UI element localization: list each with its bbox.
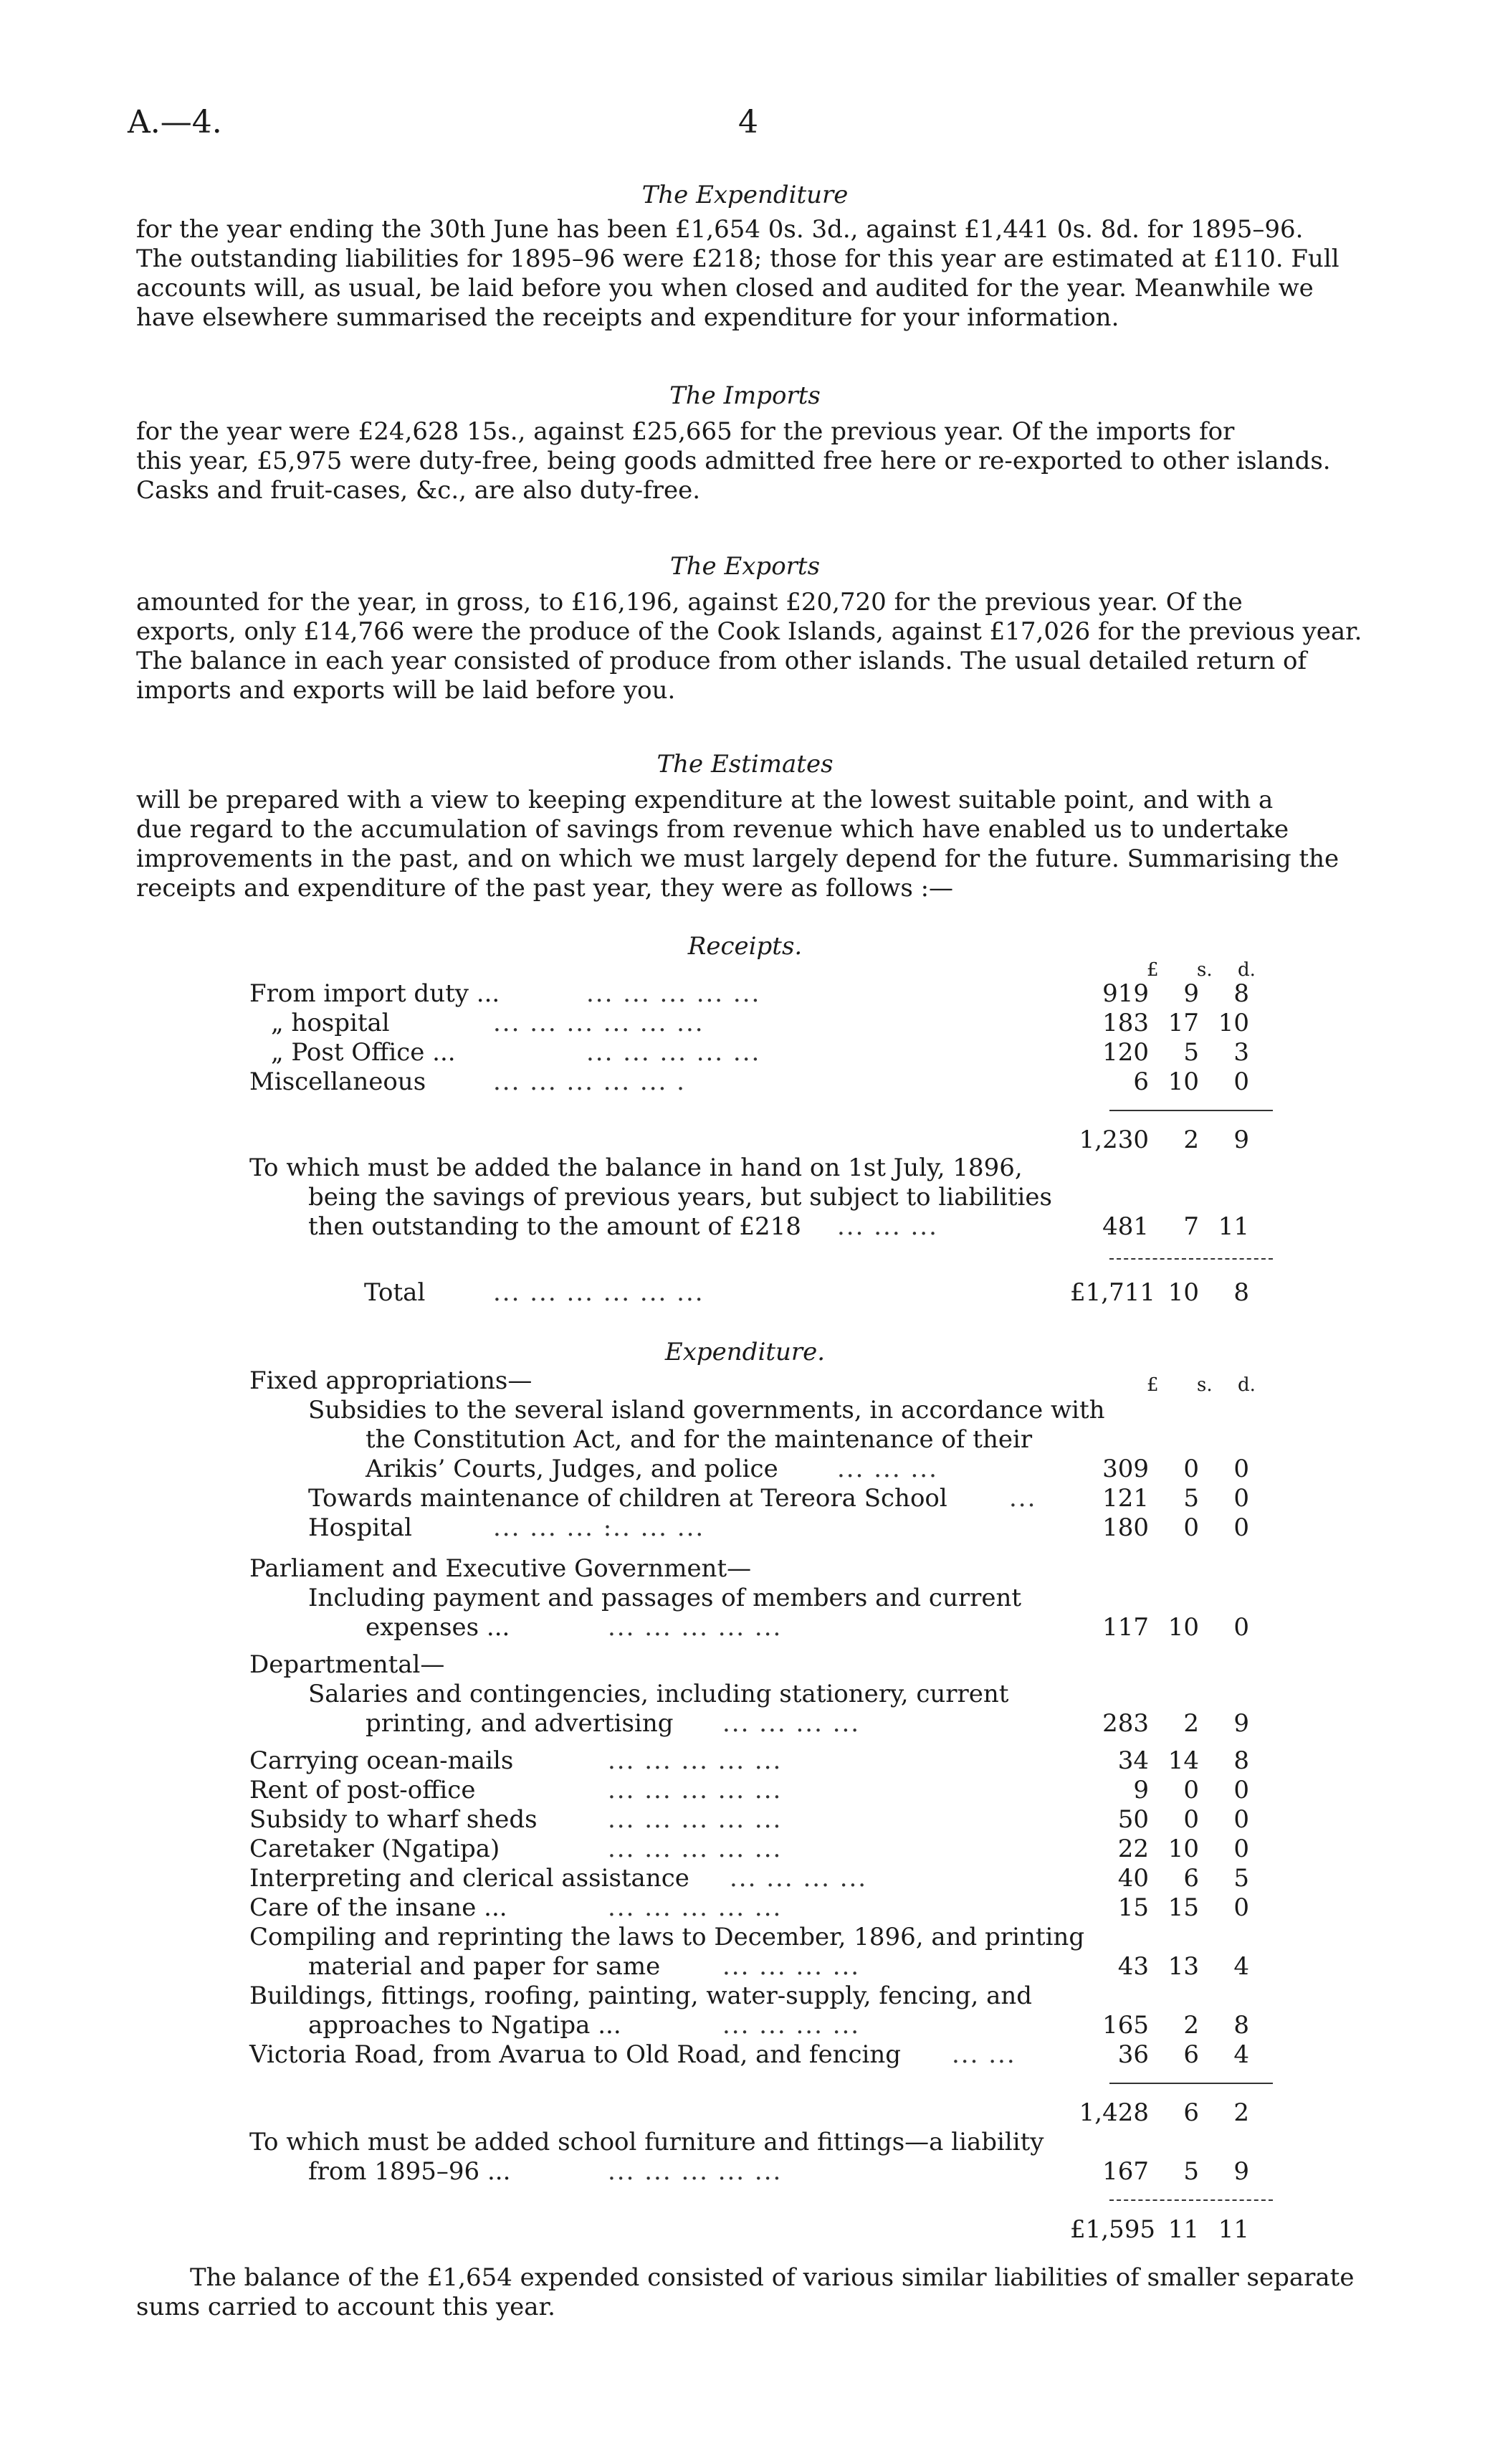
amount-pence: 0 (1233, 1776, 1249, 1804)
departmental-title: Departmental— (249, 1650, 445, 1679)
amount-pence: 0 (1233, 1835, 1249, 1863)
amount-pence: 0 (1233, 1613, 1249, 1642)
receipts-row (249, 1038, 1267, 1067)
amount-shillings: 14 (1167, 1746, 1199, 1775)
hospital-label: Hospital (308, 1513, 413, 1542)
amount-pounds: 919 (1102, 979, 1149, 1008)
receipts-row-label: From import duty ... (249, 979, 500, 1008)
amount-pence: 8 (1233, 2011, 1249, 2040)
receipts-total-row (249, 1278, 1267, 1308)
amount-shillings: 0 (1183, 1455, 1199, 1483)
parliament-line-1: Including payment and passages of members and current (308, 1584, 1022, 1612)
amount-pounds: 117 (1102, 1613, 1149, 1642)
amount-pounds: 165 (1102, 2011, 1149, 2040)
amount-pence: 5 (1233, 1864, 1249, 1893)
balance-line-2: being the savings of previous years, but subject to liabilities (308, 1183, 1052, 1212)
amount-pounds: 309 (1102, 1455, 1149, 1483)
imports-line-3: Casks and fruit-cases, &c., are also duty-free. (136, 476, 700, 505)
item-label: Rent of post-office (249, 1776, 476, 1804)
leader-dots: ... ... ... ... ... (608, 1776, 783, 1804)
buildings-line-1: Buildings, fittings, roofing, painting, water-supply, fencing, and (249, 1982, 1033, 2010)
amount-pounds: 40 (1117, 1864, 1149, 1893)
salaries-line-1: Salaries and contingencies, including stationery, current (308, 1680, 1009, 1708)
amount-pence: 0 (1233, 1455, 1249, 1483)
imports-heading: The Imports (669, 381, 821, 410)
leader-dots: ... ... ... ... ... (608, 1746, 783, 1775)
amount-pence: 0 (1233, 1484, 1249, 1513)
salaries-line-2: printing, and advertising (366, 1709, 674, 1738)
amount-shillings: 10 (1167, 1613, 1199, 1642)
school-row (249, 2157, 1267, 2187)
amount-pounds: 43 (1117, 1952, 1149, 1981)
amount-pounds: 180 (1102, 1513, 1149, 1542)
expenditure-item-row (249, 1835, 1267, 1864)
document-reference: A.—4. (128, 104, 222, 141)
receipts-row (249, 1009, 1267, 1038)
amount-shillings: 0 (1183, 1776, 1199, 1804)
expenditure-item-row (249, 1776, 1267, 1805)
compiling-row (249, 1952, 1267, 1982)
amount-pence: 4 (1233, 1952, 1249, 1981)
amount-pounds: 50 (1117, 1805, 1149, 1834)
amount-shillings: 6 (1183, 2040, 1199, 2069)
amount-pence: 10 (1218, 1009, 1249, 1037)
total-rule (1109, 2199, 1273, 2201)
page-number: 4 (738, 104, 758, 141)
amount-pounds: 34 (1117, 1746, 1149, 1775)
amount-pounds: 15 (1117, 1893, 1149, 1922)
expenditure-item-row (249, 1864, 1267, 1893)
leader-dots: ... ... ... ... ... (608, 1613, 783, 1642)
amount-shillings: 5 (1183, 1038, 1199, 1067)
amount-pounds: 121 (1102, 1484, 1149, 1513)
estimates-heading: The Estimates (656, 750, 834, 779)
amount-shillings: 2 (1183, 1126, 1199, 1154)
amount-pounds: 22 (1117, 1835, 1149, 1863)
amount-pence: 0 (1233, 1067, 1249, 1096)
item-label: Care of the insane ... (249, 1893, 507, 1922)
subtotal-rule (1109, 1110, 1273, 1111)
receipts-shillings-header: s. (1197, 959, 1213, 981)
victoria-road-row (249, 2040, 1267, 2070)
expenditure-line-3: accounts will, as usual, be laid before you when closed and audited for the year. Meanwhile we (136, 274, 1314, 303)
receipts-row-label: „ hospital (271, 1009, 390, 1037)
expenditure-subtotal-row (249, 2098, 1267, 2128)
estimates-line-3: improvements in the past, and on which we must largely depend for the future. Summarising the (136, 845, 1339, 873)
children-label: Towards maintenance of children at Tereora School (308, 1484, 947, 1513)
estimates-line-1: will be prepared with a view to keeping expenditure at the lowest suitable point, and with a (136, 786, 1274, 814)
parliament-title: Parliament and Executive Government— (249, 1554, 752, 1583)
amount-shillings: 10 (1167, 1067, 1199, 1096)
balance-line-3: then outstanding to the amount of £218 (308, 1212, 801, 1241)
balance-row (249, 1212, 1267, 1242)
exports-line-3: The balance in each year consisted of produce from other islands. The usual detailed return of (136, 647, 1307, 675)
amount-shillings: 9 (1183, 979, 1199, 1008)
closing-line-2: sums carried to account this year. (136, 2293, 555, 2321)
amount-pence: 11 (1218, 1212, 1249, 1241)
victoria-road-label: Victoria Road, from Avarua to Old Road, and fencing (249, 2040, 902, 2069)
receipts-heading: Receipts. (687, 932, 803, 961)
expenditure-table-heading: Expenditure. (664, 1338, 826, 1366)
expenditure-shillings-header: s. (1197, 1374, 1213, 1396)
compiling-line-1: Compiling and reprinting the laws to December, 1896, and printing (249, 1923, 1085, 1951)
amount-shillings: 17 (1167, 1009, 1199, 1037)
total-label: Total (364, 1278, 426, 1307)
amount-pounds: 120 (1102, 1038, 1149, 1067)
leader-dots: ... ... ... (837, 1212, 938, 1241)
amount-shillings: 10 (1167, 1278, 1199, 1307)
expenditure-line-4: have elsewhere summarised the receipts and expenditure for your information. (136, 303, 1119, 332)
leader-dots: ... ... ... :.. ... ... (493, 1513, 705, 1542)
closing-line-1: The balance of the £1,654 expended consisted of various similar liabilities of smaller separate (190, 2263, 1355, 2292)
subtotal-rule (1109, 2083, 1273, 2084)
amount-shillings: 7 (1183, 1212, 1199, 1241)
item-label: Interpreting and clerical assistance (249, 1864, 689, 1893)
leader-dots: ... ... ... (837, 1455, 938, 1483)
parliament-line-2: expenses ... (366, 1613, 510, 1642)
total-rule (1109, 1258, 1273, 1260)
item-label: Caretaker (Ngatipa) (249, 1835, 500, 1863)
amount-pence: 4 (1233, 2040, 1249, 2069)
buildings-row (249, 2011, 1267, 2040)
parliament-row (249, 1613, 1267, 1642)
school-line-2: from 1895–96 ... (308, 2157, 511, 2186)
amount-pounds: 183 (1102, 1009, 1149, 1037)
expenditure-heading: The Expenditure (641, 181, 849, 209)
imports-line-1: for the year were £24,628 15s., against £25,665 for the previous year. Of the imports for (136, 417, 1235, 446)
hospital-row (249, 1513, 1267, 1543)
expenditure-line-1: for the year ending the 30th June has been £1,654 0s. 3d., against £1,441 0s. 8d. for 1895–96. (136, 215, 1304, 244)
amount-pence: 9 (1233, 2157, 1249, 2186)
amount-shillings: 0 (1183, 1805, 1199, 1834)
imports-line-2: this year, £5,975 were duty-free, being goods admitted free here or re-exported to other islands. (136, 447, 1331, 475)
amount-pence: 2 (1233, 2098, 1249, 2127)
receipts-row-label: Miscellaneous (249, 1067, 426, 1096)
leader-dots: ... ... ... ... ... (608, 2157, 783, 2186)
amount-pounds: 9 (1133, 1776, 1149, 1804)
leader-dots: ... ... ... ... ... (608, 1893, 783, 1922)
leader-dots: ... ... ... ... ... . (493, 1067, 686, 1096)
amount-pence: 9 (1233, 1126, 1249, 1154)
amount-pence: 0 (1233, 1805, 1249, 1834)
receipts-row (249, 1067, 1267, 1097)
leader-dots: ... ... (952, 2040, 1016, 2069)
amount-shillings: 5 (1183, 1484, 1199, 1513)
amount-pence: 11 (1218, 2215, 1249, 2244)
leader-dots: ... ... ... ... (722, 1709, 861, 1738)
amount-pence: 0 (1233, 1513, 1249, 1542)
amount-shillings: 11 (1167, 2215, 1199, 2244)
leader-dots: ... ... ... ... (730, 1864, 868, 1893)
leader-dots: ... ... ... ... (722, 1952, 861, 1981)
amount-pence: 8 (1233, 1746, 1249, 1775)
buildings-line-2: approaches to Ngatipa ... (308, 2011, 621, 2040)
item-label: Subsidy to wharf sheds (249, 1805, 538, 1834)
fixed-appropriations-title: Fixed appropriations— (249, 1366, 533, 1395)
subsidies-line-2: the Constitution Act, and for the maintenance of their (366, 1425, 1033, 1454)
expenditure-pence-header: d. (1238, 1374, 1256, 1396)
amount-shillings: 13 (1167, 1952, 1199, 1981)
school-line-1: To which must be added school furniture and fittings—a liability (249, 2128, 1044, 2156)
exports-line-2: exports, only £14,766 were the produce of the Cook Islands, against £17,026 for the previous year. (136, 617, 1362, 646)
amount-pounds: £1,595 (1070, 2215, 1155, 2244)
subsidies-line-3: Arikis’ Courts, Judges, and police (366, 1455, 778, 1483)
amount-shillings: 2 (1183, 2011, 1199, 2040)
amount-shillings: 5 (1183, 2157, 1199, 2186)
amount-pence: 3 (1233, 1038, 1249, 1067)
expenditure-total-row (249, 2215, 1267, 2245)
expenditure-line-2: The outstanding liabilities for 1895–96 were £218; those for this year are estimated at £110. Full (136, 244, 1339, 273)
expenditure-item-row (249, 1805, 1267, 1835)
amount-pounds: 1,428 (1079, 2098, 1149, 2127)
salaries-row (249, 1709, 1267, 1738)
amount-pence: 8 (1233, 979, 1249, 1008)
exports-heading: The Exports (669, 552, 821, 581)
amount-shillings: 0 (1183, 1513, 1199, 1542)
children-row (249, 1484, 1267, 1513)
expenditure-item-row (249, 1893, 1267, 1923)
amount-pounds: 36 (1117, 2040, 1149, 2069)
leader-dots: ... ... ... ... ... (586, 1038, 761, 1067)
estimates-line-2: due regard to the accumulation of savings from revenue which have enabled us to undertake (136, 815, 1289, 844)
leader-dots: ... ... ... ... ... (586, 979, 761, 1008)
leader-dots: ... ... ... ... ... ... (493, 1009, 705, 1037)
leader-dots: ... ... ... ... ... (608, 1805, 783, 1834)
receipts-row (249, 979, 1267, 1009)
amount-shillings: 10 (1167, 1835, 1199, 1863)
receipts-row-label: „ Post Office ... (271, 1038, 456, 1067)
exports-line-4: imports and exports will be laid before you. (136, 676, 676, 705)
amount-shillings: 2 (1183, 1709, 1199, 1738)
estimates-line-4: receipts and expenditure of the past year, they were as follows :— (136, 874, 954, 903)
expenditure-pounds-header: £ (1147, 1374, 1159, 1396)
compiling-line-2: material and paper for same (308, 1952, 661, 1981)
amount-shillings: 15 (1167, 1893, 1199, 1922)
exports-line-1: amounted for the year, in gross, to £16,196, against £20,720 for the previous year. Of the (136, 588, 1243, 617)
amount-pounds: 167 (1102, 2157, 1149, 2186)
amount-pounds: 6 (1133, 1067, 1149, 1096)
amount-shillings: 6 (1183, 2098, 1199, 2127)
balance-line-1: To which must be added the balance in hand on 1st July, 1896, (249, 1153, 1023, 1182)
amount-pence: 9 (1233, 1709, 1249, 1738)
amount-pence: 0 (1233, 1893, 1249, 1922)
expenditure-item-row (249, 1746, 1267, 1776)
amount-pence: 8 (1233, 1278, 1249, 1307)
leader-dots: ... ... ... ... ... (608, 1835, 783, 1863)
item-label: Carrying ocean-mails (249, 1746, 514, 1775)
amount-pounds: 481 (1102, 1212, 1149, 1241)
subsidies-line-1: Subsidies to the several island governments, in accordance with (308, 1396, 1105, 1424)
receipts-pounds-header: £ (1147, 959, 1159, 981)
amount-shillings: 6 (1183, 1864, 1199, 1893)
leader-dots: ... ... ... ... (722, 2011, 861, 2040)
amount-pounds: £1,711 (1070, 1278, 1155, 1307)
leader-dots: ... ... ... ... ... ... (493, 1278, 705, 1307)
receipts-pence-header: d. (1238, 959, 1256, 981)
amount-pounds: 1,230 (1079, 1126, 1149, 1154)
receipts-subtotal-row (249, 1126, 1267, 1155)
subsidies-row (249, 1455, 1267, 1484)
leader-dots: ... (1009, 1484, 1037, 1513)
amount-pounds: 283 (1102, 1709, 1149, 1738)
